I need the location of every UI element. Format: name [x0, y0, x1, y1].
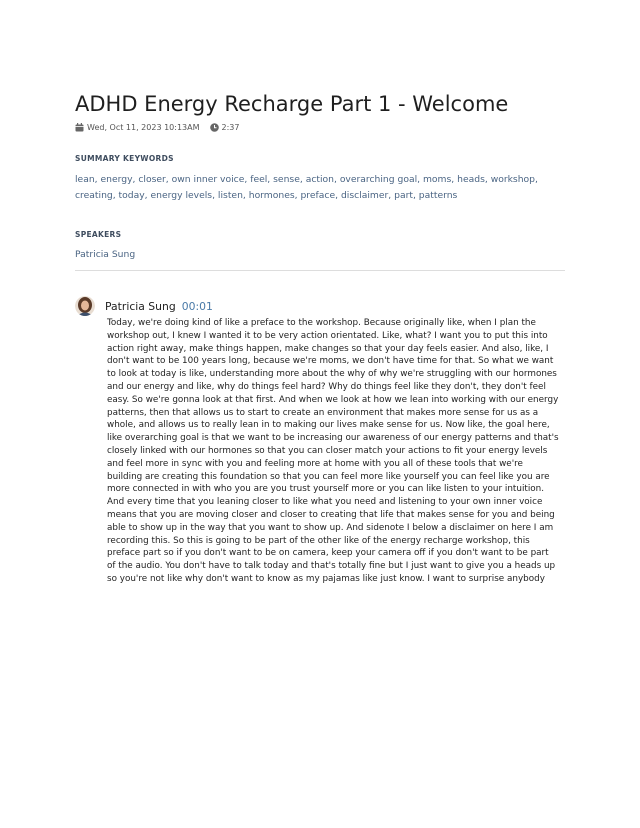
avatar	[75, 296, 95, 316]
calendar-icon	[75, 123, 84, 132]
clock-icon	[210, 123, 219, 132]
summary-keywords-label: SUMMARY KEYWORDS	[75, 154, 174, 163]
speakers-label: SPEAKERS	[75, 230, 122, 239]
date-meta	[75, 123, 200, 132]
transcript-segment	[75, 296, 565, 586]
segment-speaker: Patricia Sung	[105, 299, 176, 313]
meta-row	[75, 121, 565, 133]
segment-text: Today, we're doing kind of like a preface to the workshop. Because originally like, when I plan the workshop out, I knew I wanted it to be very action orientated. Like, what? I want you to put this into action right away, make things happen, make changes so that your day feels easier. And also, like, I don't want to be 100 years long, because we're moms, we don't have time for that. So what we want to look at today is like, understanding more about the why of why we're struggling with our hormones and our energy and like, why do things feel hard? Why do things feel like they don't, they don't feel easy. So we're gonna look at that first. And when we look at how we lean into working with our energy patterns, then that allows us to start to create an environment that makes more sense for us as a whole, and allows us to really lean in to making our lives make sense for us. Now like, the goal here, like overarching goal is that we want to be increasing our awareness of our energy patterns and that's closely linked with our hormones so that you can closer match your actions to fit your energy levels and feel more in sync with you and feeling more at home with you all of these tools that we're building are creating this foundation so that you can feel more like yourself you can feel like you are more connected in with who you are you trust yourself more or you can like listen to your intuition. And every time that you leaning closer to like what you need and listening to your own inner voice means that you are moving closer and closer to creating that life that makes sense for you and being able to show up in the way that you want to show up. And sidenote I below a disclaimer on here I am recording this. So this is going to be part of the other like of the energy recharge workshop, this preface part so if you don't want to be on camera, keep your camera off if you don't want to be part of the audio. You don't have to talk today and that's totally fine but I just want to give you a heads up so you're not like why don't want to know as my pajamas like just know. I want to surprise anybody	[107, 318, 559, 584]
date-text: Wed, Oct 11, 2023 10:13AM	[87, 122, 200, 132]
speakers-list: Patricia Sung	[75, 249, 136, 260]
duration-text: 2:37	[221, 122, 240, 132]
summary-keywords: lean, energy, closer, own inner voice, feel, sense, action, overarching goal, moms, heads, workshop, creating, today, energy levels, listen, hormones, preface, disclaimer, part, patterns	[75, 174, 538, 201]
transcript-page	[75, 90, 565, 586]
segment-header	[105, 296, 565, 316]
page-title: ADHD Energy Recharge Part 1 - Welcome	[75, 92, 509, 116]
segment-timestamp[interactable]: 00:01	[181, 299, 213, 313]
duration-meta	[210, 123, 240, 132]
divider	[75, 270, 565, 271]
